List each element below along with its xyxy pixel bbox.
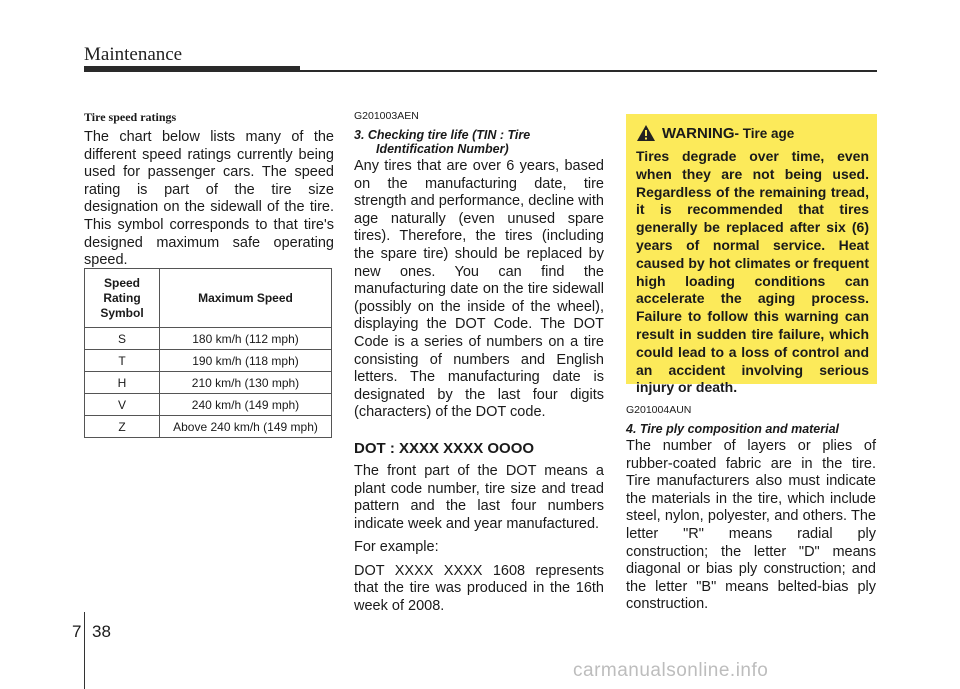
- max-speed: 240 km/h (149 mph): [160, 394, 332, 416]
- table-row: [85, 328, 332, 350]
- column-speed-ratings: [84, 110, 334, 270]
- header-rule-thin: [300, 70, 877, 72]
- header-rule-thick: [84, 66, 300, 72]
- speed-rating-table: [84, 268, 332, 438]
- speed-ratings-heading: Tire speed ratings: [84, 110, 177, 124]
- rating-symbol: V: [85, 394, 160, 416]
- warning-subtitle: - Tire age: [734, 125, 795, 141]
- max-speed: 180 km/h (112 mph): [160, 328, 332, 350]
- max-speed: Above 240 km/h (149 mph): [160, 416, 332, 438]
- warning-header: [636, 124, 869, 142]
- rating-symbol: H: [85, 372, 160, 394]
- warning-body: Tires degrade over time, even when they are not being used. Regardless of the remaining tread, it is recommended that tires generally be replaced after six (6) years of normal service. Heat caused by hot climates or frequent high loading conditions can accelerate the aging process. Failure to follow this warning can result in sudden tire failure, which could lead to a loss of control and an accident involving serious injury or death.: [636, 148, 869, 396]
- chapter-number: 7: [72, 622, 82, 641]
- warning-triangle-icon: [636, 124, 656, 142]
- warning-box-tire-age: [626, 114, 877, 396]
- header-maximum-speed: Maximum Speed: [160, 269, 332, 328]
- table-header-row: [85, 269, 332, 328]
- warning-title: WARNING: [662, 124, 735, 142]
- table-row: [85, 394, 332, 416]
- rating-symbol: T: [85, 350, 160, 372]
- table-row: [85, 350, 332, 372]
- page-number: 38: [92, 622, 111, 641]
- column-ply-composition: [626, 404, 876, 614]
- dot-code-heading: DOT : XXXX XXXX OOOO: [354, 439, 535, 457]
- watermark-text: carmanualsonline.info: [573, 660, 769, 681]
- tire-life-heading: 3. Checking tire life (TIN : Tire Identification Number): [354, 128, 531, 156]
- ply-composition-body: The number of layers or plies of rubber-coated fabric are in the tire. Tire manufacturers also must indicate the materials in the tire, which include steel, nylon, polyester, and others. The letter "R" means radial ply construction; the letter "D" means diagonal or bias ply construction; and the letter "B" means belted-bias ply construction.: [626, 438, 876, 613]
- table-row: [85, 416, 332, 438]
- page-section-title: Maintenance: [84, 44, 183, 65]
- ply-composition-heading: 4. Tire ply composition and material: [626, 422, 840, 436]
- footer-divider: [84, 612, 85, 689]
- rating-symbol: Z: [85, 416, 160, 438]
- example-label: For example:: [354, 539, 439, 556]
- tire-life-body: Any tires that are over 6 years, based on the manufacturing date, tire strength and performance, decline with age naturally (even unused spare tires). Therefore, the tires (including the spare tire) should be replaced by new ones. You can find the manufacturing date on the tire sidewall (possibly on the inside of the wheel), displaying the DOT Code. The DOT Code is a series of numbers on a tire consisting of numbers and English letters. The manufacturing date is designated by the last four digits (characters) of the DOT code.: [354, 158, 604, 421]
- max-speed: 190 km/h (118 mph): [160, 350, 332, 372]
- header-speed-rating-symbol: Speed Rating Symbol: [85, 269, 160, 328]
- section-code: G201003AEN: [354, 110, 419, 122]
- rating-symbol: S: [85, 328, 160, 350]
- max-speed: 210 km/h (130 mph): [160, 372, 332, 394]
- dot-code-description: The front part of the DOT means a plant code number, tire size and tread pattern and the last four numbers indicate week and year manufactured.: [354, 462, 604, 532]
- example-text: DOT XXXX XXXX 1608 represents that the tire was produced in the 16th week of 2008.: [354, 562, 604, 615]
- section-code: G201004AUN: [626, 404, 692, 416]
- table-row: [85, 372, 332, 394]
- column-tire-life: [354, 110, 604, 616]
- speed-ratings-intro: The chart below lists many of the different speed ratings currently being used for passenger cars. The speed rating is part of the tire size designation on the sidewall of the tire. This symbol corresponds to that tire's designed maximum safe operating speed.: [84, 129, 334, 269]
